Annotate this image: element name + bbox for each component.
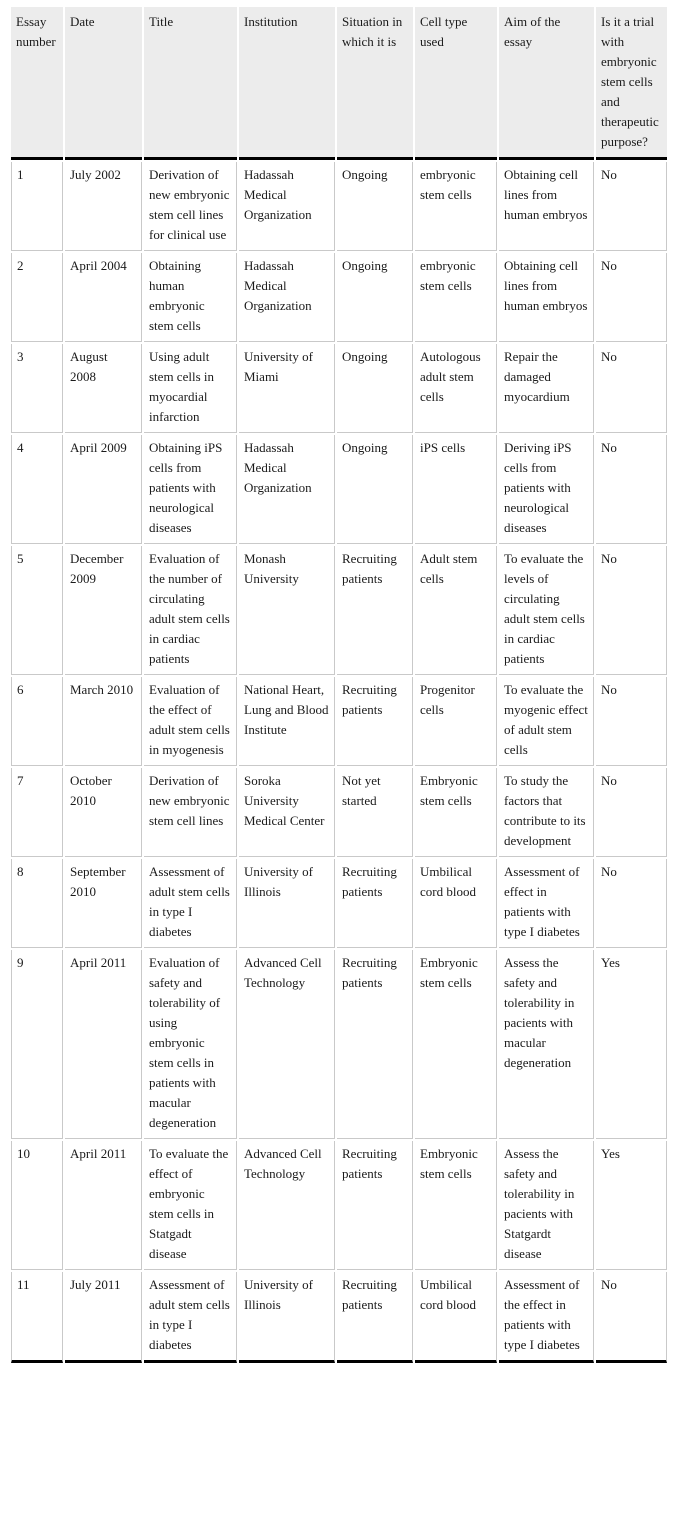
table-cell: Not yet started xyxy=(337,768,413,857)
table-cell: October 2010 xyxy=(65,768,142,857)
column-header-7: Aim of the essay xyxy=(499,7,594,160)
table-cell: Obtaining iPS cells from patients with neurological diseases xyxy=(144,435,237,544)
table-row-2 xyxy=(11,253,667,342)
table-cell: July 2002 xyxy=(65,162,142,251)
table-cell: iPS cells xyxy=(415,435,497,544)
table-cell: No xyxy=(596,859,667,948)
table-cell: To evaluate the levels of circulating adult stem cells in cardiac patients xyxy=(499,546,594,675)
table-cell: March 2010 xyxy=(65,677,142,766)
table-cell: Autologous adult stem cells xyxy=(415,344,497,433)
table-cell: National Heart, Lung and Blood Institute xyxy=(239,677,335,766)
table-cell: To study the factors that contribute to its development xyxy=(499,768,594,857)
table-cell: Ongoing xyxy=(337,253,413,342)
table-cell: Ongoing xyxy=(337,162,413,251)
table-cell: 11 xyxy=(11,1272,63,1363)
table-row-9 xyxy=(11,950,667,1139)
table-row-11 xyxy=(11,1272,667,1363)
table-cell: University of Illinois xyxy=(239,1272,335,1363)
table-cell: No xyxy=(596,546,667,675)
table-cell: 2 xyxy=(11,253,63,342)
table-cell: Ongoing xyxy=(337,344,413,433)
table-cell: Assessment of effect in patients with type I diabetes xyxy=(499,859,594,948)
table-cell: Recruiting patients xyxy=(337,950,413,1139)
table-cell: Evaluation of safety and tolerability of using embryonic stem cells in patients with macular degeneration xyxy=(144,950,237,1139)
table-cell: Monash University xyxy=(239,546,335,675)
table-cell: Embryonic stem cells xyxy=(415,768,497,857)
table-cell: August 2008 xyxy=(65,344,142,433)
table-row-10 xyxy=(11,1141,667,1270)
table-cell: 6 xyxy=(11,677,63,766)
table-cell: 8 xyxy=(11,859,63,948)
table-cell: July 2011 xyxy=(65,1272,142,1363)
table-cell: To evaluate the effect of embryonic stem cells in Statgadt disease xyxy=(144,1141,237,1270)
table-cell: Progenitor cells xyxy=(415,677,497,766)
table-cell: Umbilical cord blood xyxy=(415,859,497,948)
table-cell: Assess the safety and tolerability in pacients with macular degeneration xyxy=(499,950,594,1139)
table-cell: Embryonic stem cells xyxy=(415,950,497,1139)
table-cell: Recruiting patients xyxy=(337,546,413,675)
table-row-8 xyxy=(11,859,667,948)
table-cell: Umbilical cord blood xyxy=(415,1272,497,1363)
table-cell: No xyxy=(596,253,667,342)
table-cell: Hadassah Medical Organization xyxy=(239,162,335,251)
table-cell: Repair the damaged myocardium xyxy=(499,344,594,433)
table-cell: 5 xyxy=(11,546,63,675)
column-header-3: Title xyxy=(144,7,237,160)
table-row-1 xyxy=(11,162,667,251)
table-cell: To evaluate the myogenic effect of adult stem cells xyxy=(499,677,594,766)
column-header-6: Cell type used xyxy=(415,7,497,160)
table-cell: September 2010 xyxy=(65,859,142,948)
table-cell: Advanced Cell Technology xyxy=(239,1141,335,1270)
table-cell: Yes xyxy=(596,950,667,1139)
table-body xyxy=(11,162,667,1363)
clinical-trials-table xyxy=(9,5,669,1365)
table-cell: 4 xyxy=(11,435,63,544)
table-cell: Obtaining human embryonic stem cells xyxy=(144,253,237,342)
table-cell: Recruiting patients xyxy=(337,677,413,766)
table-cell: University of Illinois xyxy=(239,859,335,948)
table-cell: Recruiting patients xyxy=(337,859,413,948)
table-cell: Recruiting patients xyxy=(337,1141,413,1270)
table-cell: embryonic stem cells xyxy=(415,162,497,251)
table-cell: Assessment of adult stem cells in type I diabetes xyxy=(144,859,237,948)
table-cell: Derivation of new embryonic stem cell lines xyxy=(144,768,237,857)
table-cell: 1 xyxy=(11,162,63,251)
table-cell: Assessment of adult stem cells in type I diabetes xyxy=(144,1272,237,1363)
table-cell: Deriving iPS cells from patients with neurological diseases xyxy=(499,435,594,544)
table-cell: Assessment of the effect in patients with type I diabetes xyxy=(499,1272,594,1363)
table-row-3 xyxy=(11,344,667,433)
table-cell: No xyxy=(596,1272,667,1363)
table-cell: December 2009 xyxy=(65,546,142,675)
table-cell: Yes xyxy=(596,1141,667,1270)
table-cell: Hadassah Medical Organization xyxy=(239,435,335,544)
table-cell: Soroka University Medical Center xyxy=(239,768,335,857)
table-cell: Obtaining cell lines from human embryos xyxy=(499,162,594,251)
table-cell: Evaluation of the number of circulating adult stem cells in cardiac patients xyxy=(144,546,237,675)
table-row-4 xyxy=(11,435,667,544)
column-header-8: Is it a trial with embryonic stem cells and therapeutic purpose? xyxy=(596,7,667,160)
header-row xyxy=(11,7,667,160)
table-cell: Assess the safety and tolerability in pacients with Statgardt disease xyxy=(499,1141,594,1270)
table-cell: 9 xyxy=(11,950,63,1139)
column-header-1: Essay number xyxy=(11,7,63,160)
table-row-5 xyxy=(11,546,667,675)
table-cell: Obtaining cell lines from human embryos xyxy=(499,253,594,342)
table-cell: April 2004 xyxy=(65,253,142,342)
table-cell: April 2011 xyxy=(65,950,142,1139)
table-cell: April 2009 xyxy=(65,435,142,544)
table-cell: Using adult stem cells in myocardial infarction xyxy=(144,344,237,433)
table-cell: No xyxy=(596,435,667,544)
table-cell: No xyxy=(596,162,667,251)
table-cell: Advanced Cell Technology xyxy=(239,950,335,1139)
table-cell: Embryonic stem cells xyxy=(415,1141,497,1270)
table-cell: No xyxy=(596,344,667,433)
table-cell: Ongoing xyxy=(337,435,413,544)
table-cell: Hadassah Medical Organization xyxy=(239,253,335,342)
column-header-4: Institution xyxy=(239,7,335,160)
table-header xyxy=(11,7,667,160)
column-header-2: Date xyxy=(65,7,142,160)
table-row-6 xyxy=(11,677,667,766)
table-cell: embryonic stem cells xyxy=(415,253,497,342)
table-row-7 xyxy=(11,768,667,857)
table-cell: No xyxy=(596,768,667,857)
table-cell: Evaluation of the effect of adult stem cells in myogenesis xyxy=(144,677,237,766)
table-cell: University of Miami xyxy=(239,344,335,433)
table-cell: Derivation of new embryonic stem cell lines for clinical use xyxy=(144,162,237,251)
table-cell: 3 xyxy=(11,344,63,433)
table-cell: 7 xyxy=(11,768,63,857)
table-cell: No xyxy=(596,677,667,766)
table-cell: Adult stem cells xyxy=(415,546,497,675)
column-header-5: Situation in which it is xyxy=(337,7,413,160)
table-cell: April 2011 xyxy=(65,1141,142,1270)
table-cell: Recruiting patients xyxy=(337,1272,413,1363)
table-cell: 10 xyxy=(11,1141,63,1270)
